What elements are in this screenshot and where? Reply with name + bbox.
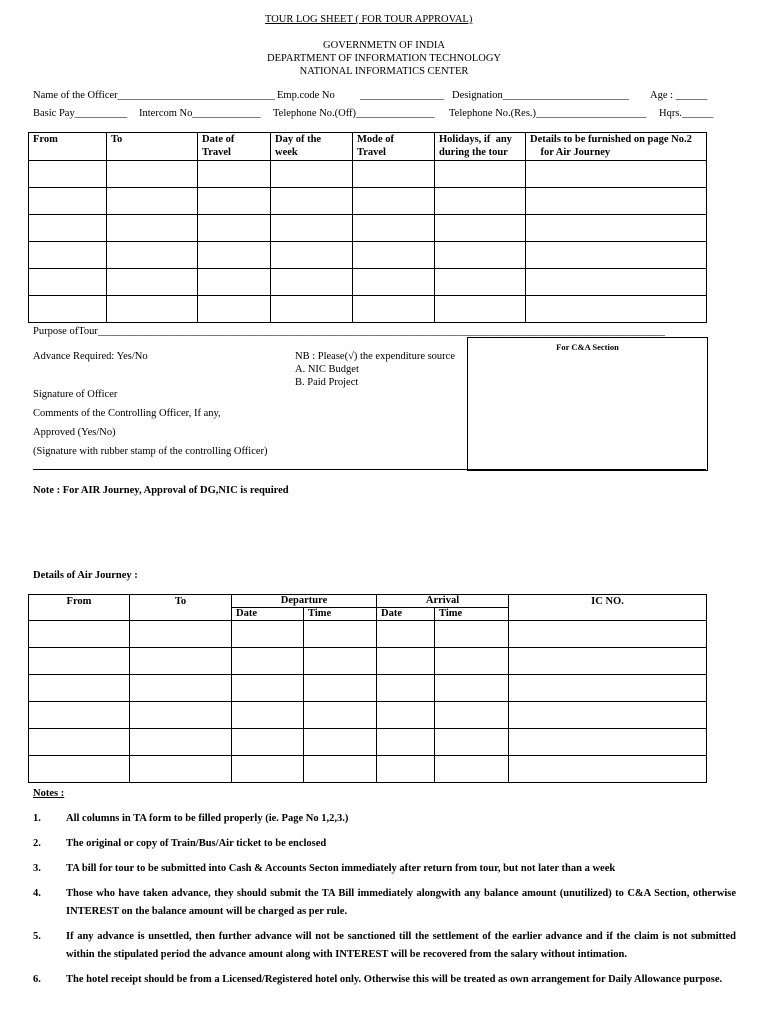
tour-cell[interactable]	[526, 161, 707, 188]
air-journey-cell[interactable]	[304, 675, 377, 702]
air-col-ic-no: IC NO.	[509, 595, 707, 621]
air-journey-cell[interactable]	[435, 675, 509, 702]
air-journey-cell[interactable]	[377, 756, 435, 783]
note-text: The hotel receipt should be from a Licensed/Registered hotel only. Otherwise this will be treated as own arrangement for Daily Allowance purpose.	[66, 974, 723, 985]
nb-expenditure-source: NB : Please(√) the expenditure source	[295, 351, 456, 362]
air-journey-cell[interactable]	[130, 648, 232, 675]
air-journey-cell[interactable]	[509, 702, 707, 729]
air-journey-cell[interactable]	[130, 621, 232, 648]
tour-cell[interactable]	[435, 161, 526, 188]
empcode-label: Emp.code No	[277, 90, 335, 101]
air-journey-cell[interactable]	[304, 756, 377, 783]
tour-col-header: Date of Travel	[198, 133, 271, 161]
tour-cell[interactable]	[198, 296, 271, 323]
note-text: TA bill for tour to be submitted into Cash & Accounts Secton immediately after return from tour, but not later than a week	[66, 863, 616, 874]
table-row	[29, 215, 707, 242]
tour-cell[interactable]	[198, 215, 271, 242]
air-journey-cell[interactable]	[509, 621, 707, 648]
tour-cell[interactable]	[29, 161, 107, 188]
ca-section-label: For C&A Section	[556, 342, 619, 352]
table-row	[29, 296, 707, 323]
empcode-field[interactable]: ________________	[360, 90, 444, 101]
departure-time: Time	[304, 608, 377, 621]
note-text: All columns in TA form to be filled properly (ie. Page No 1,2,3.)	[66, 813, 349, 824]
table-row	[29, 675, 707, 702]
note-item	[33, 885, 736, 921]
table-row	[29, 161, 707, 188]
tour-cell[interactable]	[353, 161, 435, 188]
note-item	[33, 810, 736, 828]
tour-cell[interactable]	[29, 215, 107, 242]
tour-cell[interactable]	[107, 215, 198, 242]
org-department: DEPARTMENT OF INFORMATION TECHNOLOGY	[267, 53, 501, 64]
table-row	[29, 648, 707, 675]
telephone-res-field[interactable]: Telephone No.(Res.)_____________________	[449, 108, 647, 119]
tour-cell[interactable]	[526, 215, 707, 242]
tour-cell[interactable]	[526, 269, 707, 296]
air-journey-cell[interactable]	[232, 675, 304, 702]
air-journey-cell[interactable]	[232, 621, 304, 648]
intercom-field[interactable]: Intercom No_____________	[139, 108, 261, 119]
tour-cell[interactable]	[271, 296, 353, 323]
air-journey-cell[interactable]	[130, 675, 232, 702]
tour-cell[interactable]	[271, 161, 353, 188]
tour-cell[interactable]	[198, 188, 271, 215]
designation-field[interactable]: Designation________________________	[452, 90, 629, 101]
tour-cell[interactable]	[353, 269, 435, 296]
air-journey-cell[interactable]	[232, 702, 304, 729]
tour-col-header: From	[29, 133, 107, 161]
note-number: 5.	[33, 931, 41, 942]
air-col-arrival: Arrival	[377, 595, 509, 608]
note-item	[33, 971, 736, 989]
air-journey-cell[interactable]	[377, 729, 435, 756]
tour-cell[interactable]	[435, 296, 526, 323]
tour-cell[interactable]	[526, 296, 707, 323]
note-text: Those who have taken advance, they should submit the TA Bill immediately alongwith any balance amount (unutilized) to C&A Section, otherwise INTEREST on the balance amount will be charged as per rule.	[66, 888, 736, 917]
air-journey-cell[interactable]	[232, 756, 304, 783]
air-journey-cell[interactable]	[304, 702, 377, 729]
tour-cell[interactable]	[353, 215, 435, 242]
note-text: If any advance is unsettled, then further advance will not be sanctioned till the settlement of the earlier advance and if the claim is not submitted within the stipulated period the advance amount along with INTEREST will be recovered from the salary without intimation.	[66, 931, 736, 960]
air-journey-cell[interactable]	[232, 729, 304, 756]
tour-cell[interactable]	[271, 242, 353, 269]
air-journey-cell[interactable]	[29, 648, 130, 675]
tour-col-header: Mode of Travel	[353, 133, 435, 161]
tour-col-header: Details to be furnished on page No.2 for Air Journey	[526, 133, 707, 161]
tour-cell[interactable]	[271, 269, 353, 296]
air-journey-cell[interactable]	[435, 756, 509, 783]
arrival-date: Date	[377, 608, 435, 621]
tour-cell[interactable]	[526, 188, 707, 215]
tour-cell[interactable]	[198, 242, 271, 269]
advance-required-field[interactable]: Advance Required: Yes/No	[33, 351, 148, 362]
air-journey-cell[interactable]	[509, 729, 707, 756]
org-government: GOVERNMETN OF INDIA	[323, 40, 445, 51]
air-journey-cell[interactable]	[304, 729, 377, 756]
note-number: 1.	[33, 813, 41, 824]
rubber-stamp-signature: (Signature with rubber stamp of the controlling Officer)	[33, 446, 268, 457]
air-journey-title: Details of Air Journey :	[33, 570, 138, 581]
air-journey-cell[interactable]	[435, 621, 509, 648]
tour-table	[28, 132, 707, 323]
tour-cell[interactable]	[107, 188, 198, 215]
option-paid-project[interactable]: B. Paid Project	[295, 377, 359, 388]
air-journey-cell[interactable]	[377, 675, 435, 702]
purpose-of-tour-field[interactable]: Purpose ofTour____________________________________________________________________________________________________________	[33, 326, 665, 337]
table-row	[29, 188, 707, 215]
departure-date: Date	[232, 608, 304, 621]
officer-name-field[interactable]: Name of the Officer______________________________	[33, 90, 276, 101]
air-journey-cell[interactable]	[29, 756, 130, 783]
air-journey-cell[interactable]	[29, 702, 130, 729]
table-row	[29, 702, 707, 729]
air-journey-cell[interactable]	[304, 648, 377, 675]
tour-col-header: Day of the week	[271, 133, 353, 161]
air-journey-cell[interactable]	[377, 621, 435, 648]
table-row	[29, 621, 707, 648]
signature-of-officer: Signature of Officer	[33, 389, 118, 400]
air-journey-cell[interactable]	[29, 621, 130, 648]
age-field[interactable]: Age : ______	[650, 90, 708, 101]
note-number: 3.	[33, 863, 41, 874]
tour-cell[interactable]	[198, 269, 271, 296]
air-col-departure: Departure	[232, 595, 377, 608]
arrival-time: Time	[435, 608, 509, 621]
tour-col-header: Holidays, if any during the tour	[435, 133, 526, 161]
air-journey-cell[interactable]	[29, 729, 130, 756]
org-center: NATIONAL INFORMATICS CENTER	[299, 66, 469, 77]
note-item	[33, 835, 736, 853]
air-journey-cell[interactable]	[435, 702, 509, 729]
air-journey-cell[interactable]	[435, 648, 509, 675]
air-journey-cell[interactable]	[130, 702, 232, 729]
air-journey-cell[interactable]	[509, 648, 707, 675]
note-item	[33, 860, 736, 878]
air-journey-cell[interactable]	[29, 675, 130, 702]
air-col-from: From	[29, 595, 130, 621]
tour-cell[interactable]	[435, 215, 526, 242]
tour-cell[interactable]	[435, 269, 526, 296]
tour-cell[interactable]	[271, 215, 353, 242]
air-journey-cell[interactable]	[130, 729, 232, 756]
ca-section-box	[467, 337, 708, 471]
tour-cell[interactable]	[353, 296, 435, 323]
note-number: 2.	[33, 838, 41, 849]
air-journey-table	[28, 594, 707, 783]
tour-cell[interactable]	[107, 161, 198, 188]
form-title: TOUR LOG SHEET ( FOR TOUR APPROVAL)	[265, 14, 473, 25]
tour-col-header: To	[107, 133, 198, 161]
tour-cell[interactable]	[107, 296, 198, 323]
tour-cell[interactable]	[29, 188, 107, 215]
notes-title: Notes :	[33, 788, 65, 799]
air-journey-cell[interactable]	[509, 756, 707, 783]
table-row	[29, 269, 707, 296]
air-journey-approval-note: Note : For AIR Journey, Approval of DG,NIC is required	[33, 485, 289, 496]
table-row	[29, 729, 707, 756]
table-row	[29, 242, 707, 269]
controlling-officer-comments: Comments of the Controlling Officer, If any,	[33, 408, 221, 419]
air-journey-cell[interactable]	[130, 756, 232, 783]
tour-cell[interactable]	[107, 269, 198, 296]
section-divider	[33, 469, 706, 470]
air-journey-cell[interactable]	[435, 729, 509, 756]
air-journey-cell[interactable]	[232, 648, 304, 675]
option-nic-budget[interactable]: A. NIC Budget	[295, 364, 359, 375]
tour-cell[interactable]	[29, 269, 107, 296]
air-journey-cell[interactable]	[304, 621, 377, 648]
tour-cell[interactable]	[353, 188, 435, 215]
tour-cell[interactable]	[526, 242, 707, 269]
tour-cell[interactable]	[353, 242, 435, 269]
air-journey-cell[interactable]	[377, 702, 435, 729]
tour-cell[interactable]	[271, 188, 353, 215]
air-journey-cell[interactable]	[377, 648, 435, 675]
tour-cell[interactable]	[435, 188, 526, 215]
tour-cell[interactable]	[107, 242, 198, 269]
air-journey-cell[interactable]	[509, 675, 707, 702]
tour-cell[interactable]	[198, 161, 271, 188]
air-col-to: To	[130, 595, 232, 621]
tour-cell[interactable]	[29, 242, 107, 269]
note-number: 4.	[33, 888, 41, 899]
tour-cell[interactable]	[29, 296, 107, 323]
telephone-off-field[interactable]: Telephone No.(Off)_______________	[273, 108, 435, 119]
note-text: The original or copy of Train/Bus/Air ticket to be enclosed	[66, 838, 327, 849]
table-row	[29, 756, 707, 783]
notes-list	[33, 810, 736, 996]
tour-cell[interactable]	[435, 242, 526, 269]
note-item	[33, 928, 736, 964]
note-number: 6.	[33, 974, 41, 985]
approved-field[interactable]: Approved (Yes/No)	[33, 427, 116, 438]
basic-pay-field[interactable]: Basic Pay__________	[33, 108, 128, 119]
hqrs-field[interactable]: Hqrs.______	[659, 108, 714, 119]
